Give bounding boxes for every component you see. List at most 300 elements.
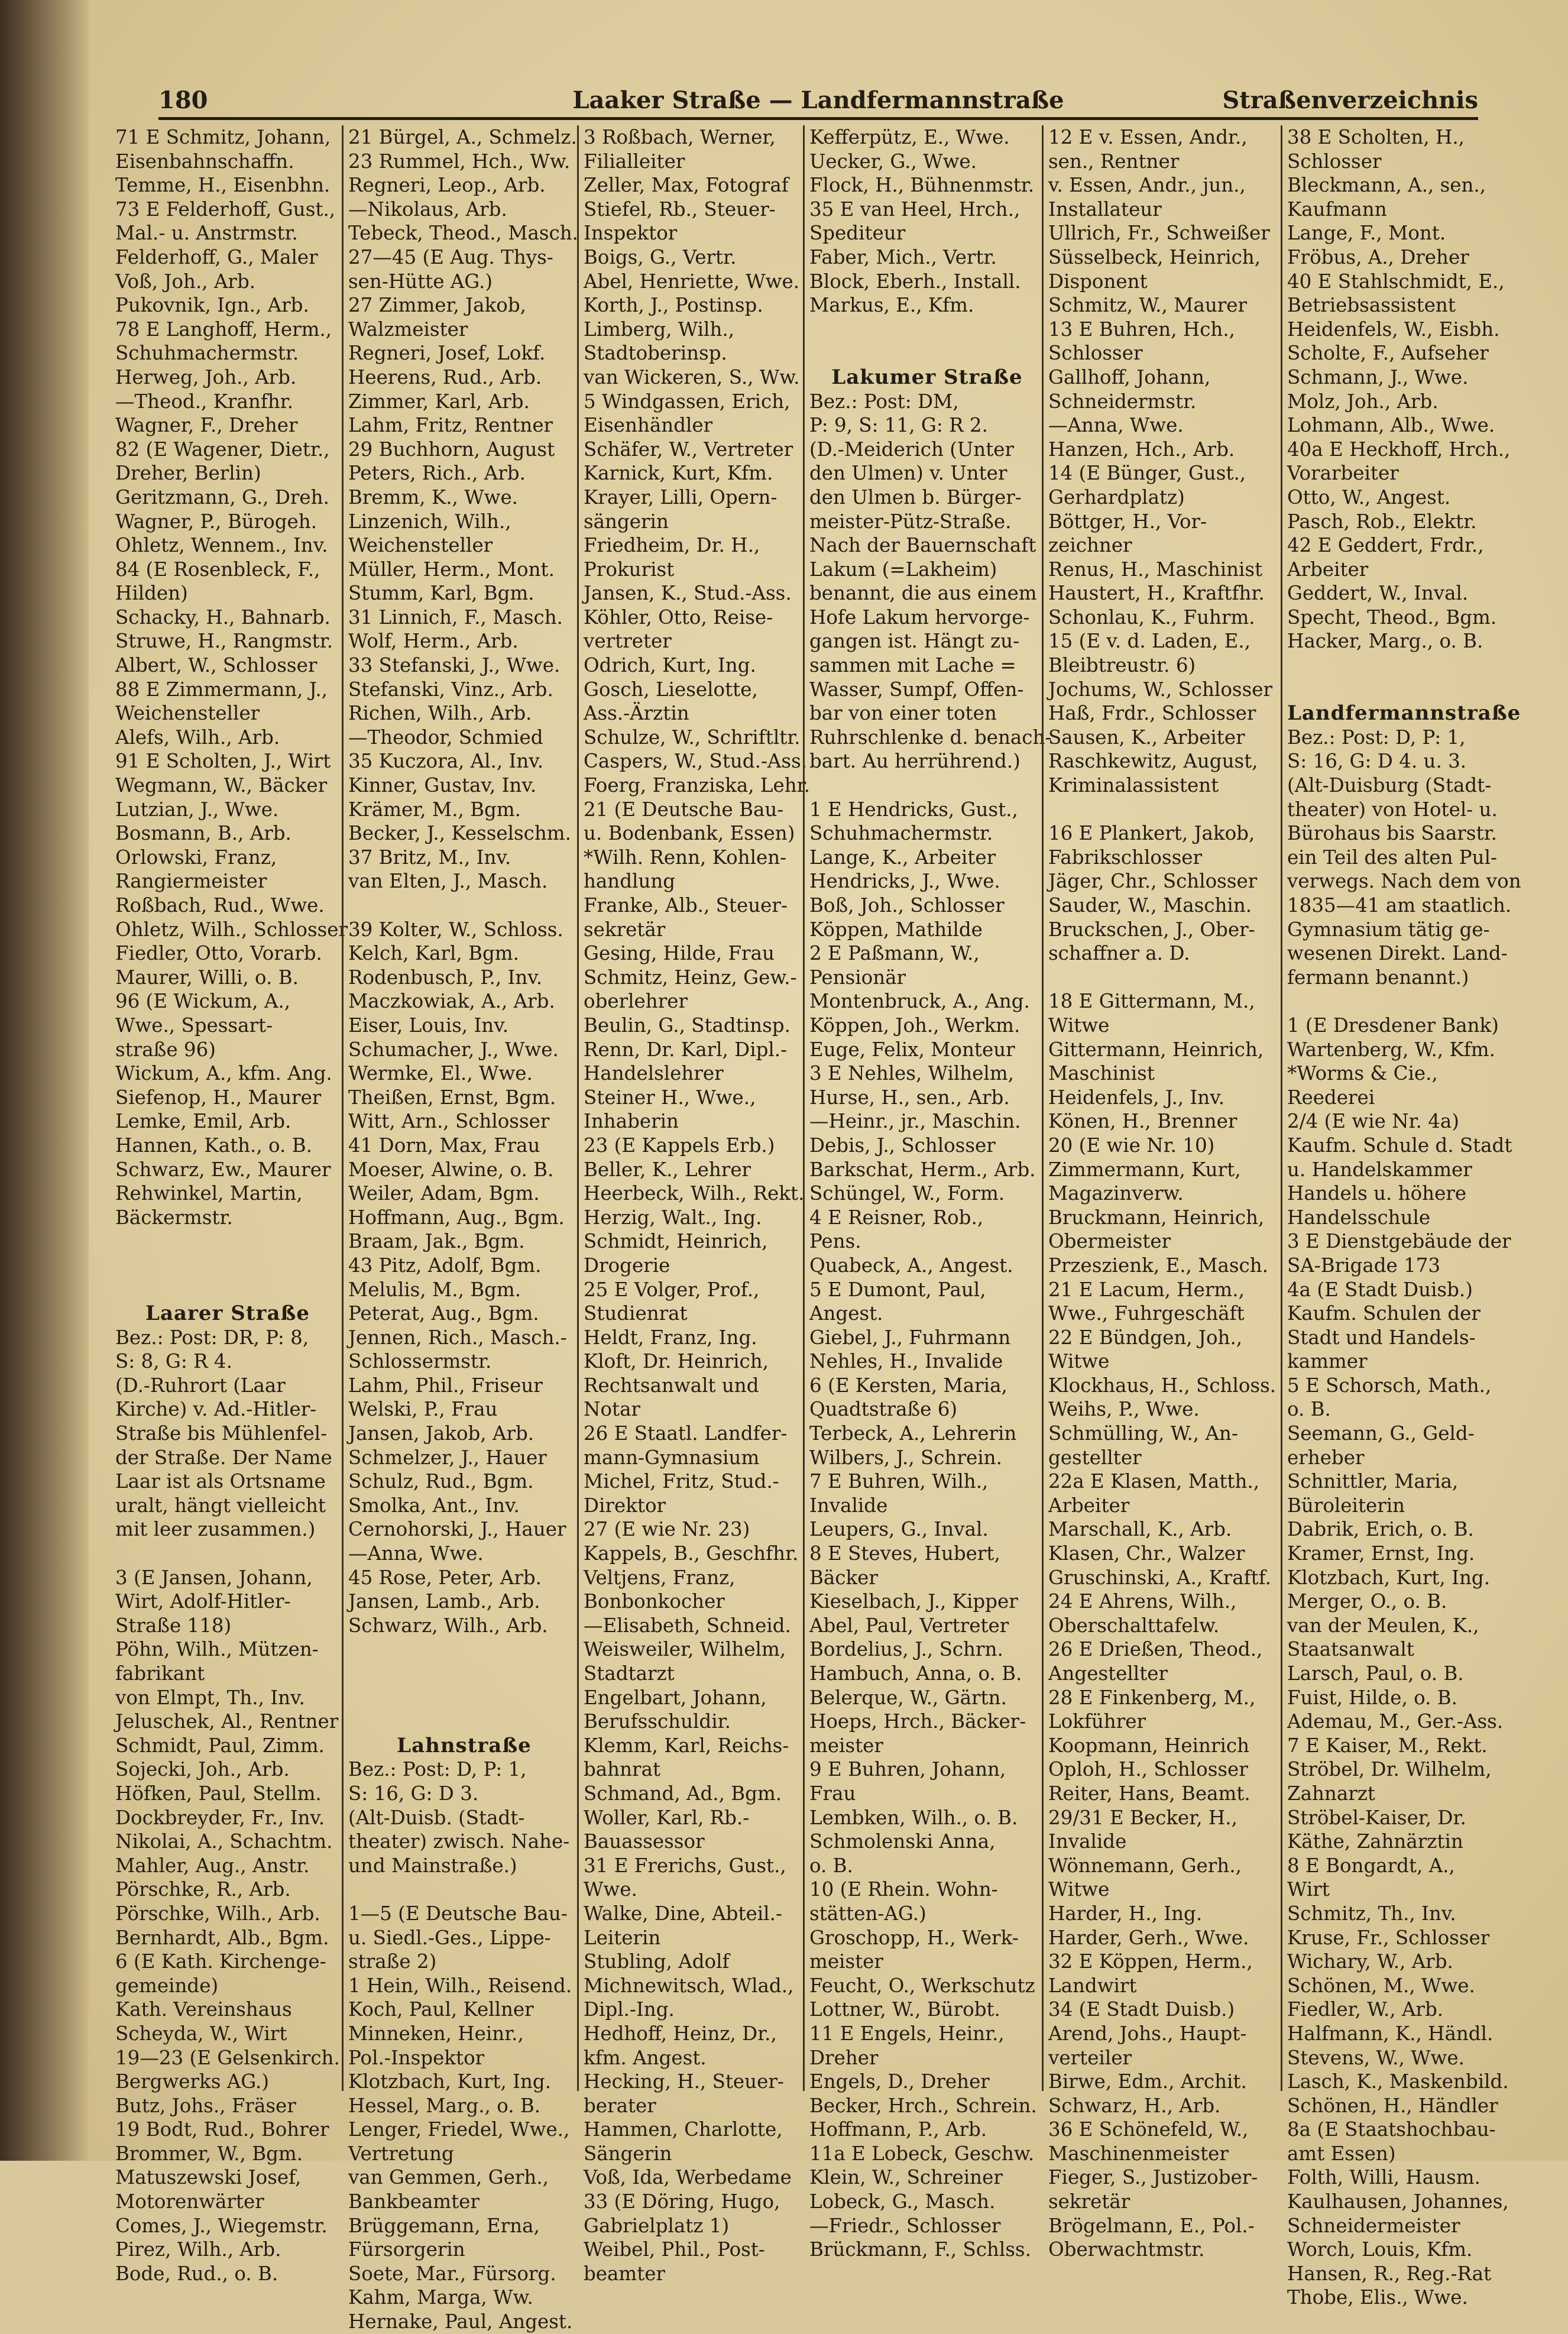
directory-line: Bez.: Post: DR, P: 8,: [115, 1326, 309, 1349]
directory-line: Hurse, H., sen., Arb.: [809, 1086, 1010, 1109]
directory-line: 16 E Plankert, Jakob,: [1048, 822, 1255, 845]
directory-line: 96 (E Wickum, A.,: [115, 990, 291, 1013]
directory-line: Steiner H., Wwe.,: [584, 1086, 756, 1109]
directory-line: Kramer, Ernst, Ing.: [1287, 1542, 1475, 1565]
directory-line: Birwe, Edm., Archit.: [1048, 2070, 1247, 2093]
directory-line: Reederei: [1287, 1086, 1375, 1109]
directory-line: Schonlau, K., Fuhrm.: [1048, 606, 1255, 629]
directory-line: Maschinenmeister: [1048, 2142, 1229, 2165]
directory-line: meister: [809, 1950, 883, 1973]
directory-line: Friedheim, Dr. H.,: [584, 534, 760, 557]
directory-line: Ströbel-Kaiser, Dr.: [1287, 1806, 1466, 1829]
directory-line: 6 (E Kath. Kirchenge-: [115, 1950, 326, 1973]
directory-line: (D.-Ruhrort (Laar: [115, 1374, 286, 1397]
directory-line: Dabrik, Erich, o. B.: [1287, 1518, 1474, 1541]
directory-line: 1835—41 am staatlich.: [1287, 894, 1512, 917]
directory-line: Uecker, G., Wwe.: [809, 150, 977, 173]
directory-line: straße 2): [348, 1950, 437, 1973]
directory-line: Haustert, H., Kraftfhr.: [1048, 582, 1265, 605]
directory-line: Worch, Louis, Kfm.: [1287, 2238, 1473, 2261]
directory-line: Hanzen, Hch., Arb.: [1048, 438, 1235, 461]
directory-line: 19 Bodt, Rud., Bohrer: [115, 2118, 329, 2141]
directory-line: Lahm, Fritz, Rentner: [348, 414, 553, 437]
directory-line: Lasch, K., Maskenbild.: [1287, 2070, 1509, 2093]
directory-line: Studienrat: [584, 1302, 688, 1325]
directory-line: Leupers, G., Inval.: [809, 1518, 989, 1541]
directory-line: Stadtarzt: [584, 1662, 675, 1685]
directory-line: 28 E Finkenberg, M.,: [1048, 1686, 1256, 1709]
spacer: [809, 773, 1045, 798]
directory-line: Faber, Mich., Vertr.: [809, 245, 997, 268]
directory-line: Heidenfels, J., Inv.: [1048, 1086, 1225, 1109]
directory-line: 71 E Schmitz, Johann,: [115, 126, 331, 148]
directory-line: bar von einer toten: [809, 702, 997, 725]
directory-line: vertreter: [584, 630, 672, 653]
directory-line: 24 E Ahrens, Wilh.,: [1048, 1590, 1237, 1613]
directory-line: Schneidermstr.: [1048, 390, 1197, 413]
directory-line: Weiler, Adam, Bgm.: [348, 1182, 540, 1205]
spacer: [809, 318, 1045, 342]
directory-line: Lahm, Phil., Friseur: [348, 1374, 543, 1397]
directory-line: Weibel, Phil., Post-: [584, 2238, 765, 2261]
directory-line: Magazinverw.: [1048, 1182, 1184, 1205]
spacer: [348, 1877, 580, 1902]
directory-line: Zimmermann, Kurt,: [1048, 1158, 1241, 1181]
directory-line: 7 E Buhren, Wilh.,: [809, 1470, 989, 1493]
directory-line: Giebel, J., Fuhrmann: [809, 1326, 1011, 1349]
spacer: [115, 1278, 340, 1302]
directory-line: 33 Stefanski, J., Wwe.: [348, 654, 561, 677]
directory-line: Peters, Rich., Arb.: [348, 462, 526, 485]
directory-line: Lembken, Wilh., o. B.: [809, 1806, 1018, 1829]
page-header: [158, 84, 1478, 120]
directory-line: den Ulmen) v. Unter: [809, 462, 1007, 485]
directory-line: Renn, Dr. Karl, Dipl.-: [584, 1038, 788, 1061]
directory-line: Schmolenski Anna,: [809, 1830, 996, 1853]
directory-line: Linzenich, Wilh.,: [348, 510, 511, 533]
directory-line: sen., Rentner: [1048, 150, 1180, 173]
directory-line: 22a E Klasen, Matth.,: [1048, 1470, 1260, 1493]
directory-line: Jeluschek, Al., Rentner: [115, 1710, 339, 1733]
directory-line: Foerg, Franziska, Lehr.: [584, 774, 810, 797]
directory-line: 6 (E Kersten, Maria,: [809, 1374, 1007, 1397]
directory-line: Jäger, Chr., Schlosser: [1048, 870, 1258, 893]
directory-line: Maurer, Willi, o. B.: [115, 966, 299, 989]
directory-line: —Friedr., Schlosser: [809, 2214, 1001, 2237]
directory-line: Herzig, Walt., Ing.: [584, 1206, 762, 1229]
directory-line: Schmitz, Th., Inv.: [1287, 1902, 1456, 1925]
directory-line: Schnittler, Maria,: [1287, 1470, 1459, 1493]
directory-line: Inhaberin: [584, 1110, 679, 1133]
directory-line: Brögelmann, E., Pol.-: [1048, 2214, 1255, 2237]
directory-line: Kirche) v. Ad.-Hitler-: [115, 1398, 317, 1421]
directory-line: Gittermann, Heinrich,: [1048, 1038, 1264, 1061]
directory-line: 36 E Schönefeld, W.,: [1048, 2118, 1249, 2141]
directory-line: Abel, Paul, Vertreter: [809, 1614, 1009, 1637]
directory-line: 8a (E Staatshochbau-: [1287, 2118, 1496, 2141]
directory-line: den Ulmen b. Bürger-: [809, 485, 1022, 509]
directory-line: Fuist, Hilde, o. B.: [1287, 1686, 1457, 1709]
directory-line: 11 E Engels, Heinr.,: [809, 2022, 1005, 2045]
directory-line: Comes, J., Wiegemstr.: [115, 2214, 328, 2237]
directory-line: Maschinist: [1048, 1062, 1155, 1085]
directory-line: Oploh, H., Schlosser: [1048, 1758, 1248, 1781]
directory-line: Maczkowiak, A., Arb.: [348, 990, 555, 1013]
directory-line: —Elisabeth, Schneid.: [584, 1614, 791, 1637]
directory-line: Beulin, G., Stadtinsp.: [584, 1014, 791, 1037]
directory-line: —Heinr., jr., Maschin.: [809, 1110, 1021, 1133]
directory-line: Bremm, K., Wwe.: [348, 485, 519, 509]
directory-line: Veltjens, Franz,: [584, 1566, 736, 1589]
directory-line: Schmelzer, J., Hauer: [348, 1446, 547, 1469]
directory-line: Disponent: [1048, 270, 1148, 293]
directory-line: Thobe, Elis., Wwe.: [1287, 2286, 1468, 2309]
directory-line: ein Teil des alten Pul-: [1287, 846, 1497, 869]
directory-line: Stevens, W., Wwe.: [1287, 2046, 1465, 2069]
directory-line: Karnick, Kurt, Kfm.: [584, 462, 773, 485]
directory-line: Klotzbach, Kurt, Ing.: [1287, 1566, 1491, 1589]
directory-line: 40 E Stahlschmidt, E.,: [1287, 270, 1505, 293]
directory-line: Krayer, Lilli, Opern-: [584, 485, 777, 509]
directory-line: Bordelius, J., Schrn.: [809, 1638, 1003, 1661]
directory-line: Süsselbeck, Heinrich,: [1048, 245, 1261, 268]
directory-line: Landwirt: [1048, 1974, 1137, 1997]
directory-line: 43 Pitz, Adolf, Bgm.: [348, 1254, 542, 1277]
directory-line: Brommer, W., Bgm.: [115, 2142, 303, 2165]
directory-line: Kappels, B., Geschfhr.: [584, 1542, 799, 1565]
directory-line: Schmülling, W., An-: [1048, 1422, 1238, 1445]
directory-line: Schönen, H., Händler: [1287, 2094, 1498, 2117]
directory-line: Rechtsanwalt und: [584, 1374, 759, 1397]
directory-line: schaffner a. D.: [1048, 942, 1190, 965]
directory-line: Schumacher, J., Wwe.: [348, 1038, 559, 1061]
directory-line: Bez.: Post: DM,: [809, 390, 959, 413]
directory-line: Ohletz, Wennem., Inv.: [115, 534, 328, 557]
directory-line: Stadt und Handels-: [1287, 1326, 1476, 1349]
directory-line: Weichensteller: [348, 534, 493, 557]
directory-line: 26 E Drießen, Theod.,: [1048, 1638, 1263, 1661]
directory-line: Scheyda, W., Wirt: [115, 2022, 287, 2045]
directory-line: Hammen, Charlotte,: [584, 2118, 783, 2141]
directory-line: Zeller, Max, Fotograf: [584, 174, 789, 197]
directory-line: 5 E Schorsch, Math.,: [1287, 1374, 1492, 1397]
directory-line: —Anna, Wwe.: [1048, 414, 1184, 437]
directory-line: Hannen, Kath., o. B.: [115, 1134, 312, 1157]
directory-line: Hilden): [115, 582, 188, 605]
directory-line: Leiterin: [584, 1926, 661, 1949]
directory-line: 1 (E Dresdener Bank): [1287, 1014, 1499, 1037]
directory-line: Bode, Rud., o. B.: [115, 2262, 278, 2285]
directory-line: —Theod., Kranfhr.: [115, 390, 294, 413]
directory-line: Gesing, Hilde, Frau: [584, 942, 775, 965]
directory-line: 1 E Hendricks, Gust.,: [809, 798, 1018, 821]
directory-line: Pöhn, Wilh., Mützen-: [115, 1638, 319, 1661]
directory-line: Flock, H., Bühnenmstr.: [809, 174, 1035, 197]
directory-line: Köppen, Joh., Werkm.: [809, 1014, 1021, 1037]
directory-line: Lutzian, J., Wwe.: [115, 798, 279, 821]
directory-line: Wickum, A., kfm. Ang.: [115, 1062, 332, 1085]
directory-line: 13 E Buhren, Hch.,: [1048, 318, 1235, 341]
directory-line: 5 E Dumont, Paul,: [809, 1278, 986, 1301]
directory-line: Wilbers, J., Schrein.: [809, 1446, 1002, 1469]
directory-line: 25 E Volger, Prof.,: [584, 1278, 760, 1301]
directory-line: Straße 118): [115, 1614, 232, 1637]
directory-line: Sojecki, Joh., Arb.: [115, 1758, 290, 1781]
directory-line: 35 Kuczora, Al., Inv.: [348, 750, 544, 773]
spacer: [348, 1662, 580, 1686]
directory-line: Limberg, Wilh.,: [584, 318, 735, 341]
directory-line: Richen, Wilh., Arb.: [348, 702, 532, 725]
directory-line: 34 (E Stadt Duisb.): [1048, 1998, 1235, 2021]
directory-line: beamter: [584, 2262, 666, 2285]
directory-line: Lohmann, Alb., Wwe.: [1287, 414, 1495, 437]
directory-line: Kriminalassistent: [1048, 774, 1219, 797]
directory-line: Lange, F., Mont.: [1287, 222, 1446, 245]
page-title: Laaker Straße — Landfermannstraße: [572, 86, 1064, 114]
directory-line: Michel, Fritz, Stud.-: [584, 1470, 779, 1493]
directory-line: 12 E v. Essen, Andr.,: [1048, 126, 1248, 148]
directory-line: Müller, Herm., Mont.: [348, 558, 555, 581]
directory-line: Schlossermstr.: [348, 1350, 492, 1373]
directory-line: Krämer, M., Bgm.: [348, 798, 521, 821]
directory-line: Jansen, K., Stud.-Ass.: [584, 582, 792, 605]
directory-line: 29/31 E Becker, H.,: [1048, 1806, 1237, 1829]
directory-line: Brüggemann, Erna,: [348, 2214, 540, 2237]
directory-line: Specht, Theod., Bgm.: [1287, 606, 1497, 629]
directory-line: 88 E Zimmermann, J.,: [115, 678, 328, 701]
directory-line: Mal.- u. Anstrmstr.: [115, 222, 298, 245]
directory-line: Seemann, G., Geld-: [1287, 1422, 1475, 1445]
directory-line: 1 Hein, Wilh., Reisend.: [348, 1974, 572, 1997]
directory-line: Franke, Alb., Steuer-: [584, 894, 788, 917]
directory-line: Eisenhändler: [584, 414, 713, 437]
directory-line: 73 E Felderhoff, Gust.,: [115, 198, 336, 221]
directory-line: Debis, J., Schlosser: [809, 1134, 996, 1157]
directory-line: Raschkewitz, August,: [1048, 750, 1258, 773]
directory-line: 31 Linnich, F., Masch.: [348, 606, 563, 629]
directory-line: Butz, Johs., Fräser: [115, 2094, 296, 2117]
directory-line: Klemm, Karl, Reichs-: [584, 1734, 789, 1757]
directory-line: —Anna, Wwe.: [348, 1542, 484, 1565]
directory-line: Hambuch, Anna, o. B.: [809, 1662, 1022, 1685]
spacer: [809, 341, 1045, 365]
directory-line: Stumm, Karl, Bgm.: [348, 582, 534, 605]
directory-line: von Elmpt, Th., Inv.: [115, 1686, 305, 1709]
directory-line: meister: [809, 1734, 883, 1757]
directory-line: Zimmer, Karl, Arb.: [348, 390, 530, 413]
directory-line: oberlehrer: [584, 990, 688, 1013]
directory-line: 21 (E Deutsche Bau-: [584, 798, 784, 821]
directory-line: (Alt-Duisb. (Stadt-: [348, 1806, 525, 1829]
directory-line: mann-Gymnasium: [584, 1446, 760, 1469]
directory-line: o. B.: [1287, 1398, 1331, 1421]
directory-line: Herweg, Joh., Arb.: [115, 365, 297, 389]
directory-line: Peterat, Aug., Bgm.: [348, 1302, 539, 1325]
directory-line: Hecking, H., Steuer-: [584, 2070, 784, 2093]
directory-line: Tebeck, Theod., Masch.: [348, 222, 578, 245]
directory-line: Groschopp, H., Werk-: [809, 1926, 1019, 1949]
directory-line: Oberschalttafelw.: [1048, 1614, 1220, 1637]
directory-line: 78 E Langhoff, Herm.,: [115, 318, 332, 341]
directory-line: Scholte, F., Aufseher: [1287, 342, 1489, 365]
directory-line: o. B.: [809, 1854, 853, 1877]
directory-line: Barkschat, Herm., Arb.: [809, 1158, 1036, 1181]
directory-line: Notar: [584, 1398, 640, 1421]
directory-line: berater: [584, 2094, 656, 2117]
directory-line: theater) von Hotel- u.: [1287, 798, 1498, 821]
spacer: [1287, 653, 1515, 678]
directory-line: sängerin: [584, 510, 669, 533]
directory-line: Pensionär: [809, 966, 906, 989]
directory-line: Invalide: [809, 1494, 888, 1517]
directory-line: Wirt, Adolf-Hitler-: [115, 1590, 291, 1613]
directory-line: Witwe: [1048, 1350, 1110, 1373]
directory-line: Invalide: [1048, 1830, 1127, 1853]
directory-line: Molz, Joh., Arb.: [1287, 390, 1439, 413]
directory-line: Ruhrschlenke d. benach-: [809, 726, 1052, 749]
directory-line: u. Siedl.-Ges., Lippe-: [348, 1926, 551, 1949]
directory-line: 35 E van Heel, Hrch.,: [809, 198, 1021, 221]
directory-line: Kefferpütz, E., Wwe.: [809, 126, 1010, 148]
directory-line: Ströbel, Dr. Wilhelm,: [1287, 1758, 1492, 1781]
directory-line: Rehwinkel, Martin,: [115, 1182, 303, 1205]
directory-line: 38 E Scholten, H.,: [1287, 126, 1465, 148]
directory-line: 31 E Frerichs, Gust.,: [584, 1854, 786, 1877]
directory-line: Pörschke, Wilh., Arb.: [115, 1902, 320, 1925]
directory-line: S: 16, G: D 4. u. 3.: [1287, 750, 1467, 773]
directory-line: Korth, J., Postinsp.: [584, 294, 763, 317]
directory-line: zeichner: [1048, 534, 1132, 557]
directory-line: 9 E Buhren, Johann,: [809, 1758, 1006, 1781]
directory-line: S: 8, G: R 4.: [115, 1350, 232, 1373]
directory-line: Bez.: Post: D, P: 1,: [1287, 726, 1466, 749]
directory-line: Köhler, Otto, Reise-: [584, 606, 773, 629]
directory-line: Struwe, H., Rangmstr.: [115, 630, 333, 653]
spacer: [348, 1710, 580, 1734]
directory-line: Felderhoff, G., Maler: [115, 245, 318, 268]
directory-line: Beller, K., Lehrer: [584, 1158, 751, 1181]
directory-line: 20 (E wie Nr. 10): [1048, 1134, 1215, 1157]
directory-line: 14 (E Bünger, Gust.,: [1048, 462, 1246, 485]
directory-line: Heldt, Franz, Ing.: [584, 1326, 757, 1349]
directory-line: 7 E Kaiser, M., Rekt.: [1287, 1734, 1488, 1757]
directory-line: Bleckmann, A., sen.,: [1287, 174, 1486, 197]
directory-line: sekretär: [584, 918, 666, 941]
directory-line: Schmitz, W., Maurer: [1048, 294, 1248, 317]
directory-line: —Nikolaus, Arb.: [348, 198, 507, 221]
directory-line: Köppen, Mathilde: [809, 918, 983, 941]
directory-line: benannt, die aus einem: [809, 582, 1037, 605]
directory-line: Temme, H., Eisenbhn.: [115, 174, 331, 197]
directory-line: Siefenop, H., Maurer: [115, 1086, 322, 1109]
spacer: [115, 1254, 340, 1278]
directory-line: 84 (E Rosenbleck, F.,: [115, 558, 320, 581]
directory-line: Stefanski, Vinz., Arb.: [348, 678, 553, 701]
directory-line: Nach der Bauernschaft: [809, 534, 1036, 557]
directory-line: 2 E Paßmann, W.,: [809, 942, 980, 965]
directory-line: Wasser, Sumpf, Offen-: [809, 678, 1024, 701]
directory-line: Fiedler, W., Arb.: [1287, 1998, 1444, 2021]
directory-line: Brückmann, F., Schlss.: [809, 2238, 1031, 2261]
directory-line: van Elten, J., Masch.: [348, 870, 548, 893]
directory-line: 3 Roßbach, Werner,: [584, 126, 776, 148]
directory-line: 45 Rose, Peter, Arb.: [348, 1566, 542, 1589]
spacer: [1287, 678, 1515, 702]
directory-line: Handels u. höhere: [1287, 1182, 1467, 1205]
directory-line: Schmand, Ad., Bgm.: [584, 1782, 782, 1805]
directory-line: Reiter, Hans, Beamt.: [1048, 1782, 1250, 1805]
directory-line: Bruckschen, J., Ober-: [1048, 918, 1255, 941]
directory-line: amt Essen): [1287, 2142, 1396, 2165]
directory-line: Montenbruck, A., Ang.: [809, 990, 1030, 1013]
directory-line: Wwe., Spessart-: [115, 1014, 273, 1037]
directory-line: Becker, J., Kesselschm.: [348, 822, 571, 845]
directory-line: uralt, hängt vielleicht: [115, 1494, 326, 1517]
directory-line: Hansen, R., Reg.-Rat: [1287, 2262, 1492, 2285]
directory-line: 4 E Reisner, Rob.,: [809, 1206, 984, 1229]
directory-line: Hofe Lakum hervorge-: [809, 606, 1030, 629]
directory-line: Lobeck, G., Masch.: [809, 2190, 996, 2213]
directory-line: Staatsanwalt: [1287, 1638, 1414, 1661]
directory-line: Regneri, Leop., Arb.: [348, 174, 546, 197]
directory-line: Bauassessor: [584, 1830, 705, 1853]
directory-line: gangen ist. Hängt zu-: [809, 630, 1020, 653]
directory-line: Markus, E., Kfm.: [809, 294, 974, 317]
directory-line: Koopmann, Heinrich: [1048, 1734, 1250, 1757]
directory-line: 3 (E Jansen, Johann,: [115, 1566, 313, 1589]
directory-line: Bergwerks AG.): [115, 2070, 270, 2093]
directory-line: Euge, Felix, Monteur: [809, 1038, 1015, 1061]
spacer: [348, 894, 580, 918]
directory-line: der Straße. Der Name: [115, 1446, 332, 1469]
directory-line: Fürsorgerin: [348, 2238, 465, 2261]
directory-line: Wermke, El., Wwe.: [348, 1062, 533, 1085]
directory-line: Fröbus, A., Dreher: [1287, 245, 1469, 268]
directory-line: 42 E Geddert, Frdr.,: [1287, 534, 1484, 557]
directory-line: Schönen, M., Wwe.: [1287, 1974, 1475, 1997]
directory-line: Terbeck, A., Lehrerin: [809, 1422, 1017, 1445]
directory-line: Sausen, K., Arbeiter: [1048, 726, 1245, 749]
directory-line: Angestellter: [1048, 1662, 1168, 1685]
directory-line: Bäcker: [809, 1566, 878, 1589]
directory-line: 23 (E Kappels Erb.): [584, 1134, 775, 1157]
directory-line: Schmann, J., Wwe.: [1287, 365, 1469, 389]
directory-line: Schlosser: [1048, 342, 1143, 365]
directory-line: Schwarz, H., Arb.: [1048, 2094, 1221, 2117]
directory-line: sen-Hütte AG.): [348, 270, 493, 293]
directory-line: Harder, Gerh., Wwe.: [1048, 1926, 1249, 1949]
directory-line: 23 Rummel, Hch., Ww.: [348, 150, 571, 173]
directory-line: Gerhardplatz): [1048, 485, 1185, 509]
directory-line: 39 Kolter, W., Schloss.: [348, 918, 563, 941]
directory-line: SA-Brigade 173: [1287, 1254, 1441, 1277]
directory-line: Schacky, H., Bahnarb.: [115, 606, 331, 629]
page-number: 180: [158, 86, 208, 114]
directory-line: Angest.: [809, 1302, 883, 1325]
directory-line: Bankbeamter: [348, 2190, 480, 2213]
directory-line: Bürohaus bis Saarstr.: [1287, 822, 1497, 845]
directory-line: Matuszewski Josef,: [115, 2166, 302, 2189]
directory-line: v. Essen, Andr., jun.,: [1048, 174, 1246, 197]
directory-line: Voß, Ida, Werbedame: [584, 2166, 792, 2189]
directory-line: gemeinde): [115, 1974, 219, 1997]
directory-line: Engelbart, Johann,: [584, 1686, 767, 1709]
directory-line: van der Meulen, K.,: [1287, 1614, 1479, 1637]
directory-line: 3 E Dienstgebäude der: [1287, 1230, 1511, 1253]
street-heading: Lakumer Straße: [831, 365, 1023, 389]
directory-line: 32 E Köppen, Herm.,: [1048, 1950, 1253, 1973]
directory-line: Bonbonkocher: [584, 1590, 725, 1613]
